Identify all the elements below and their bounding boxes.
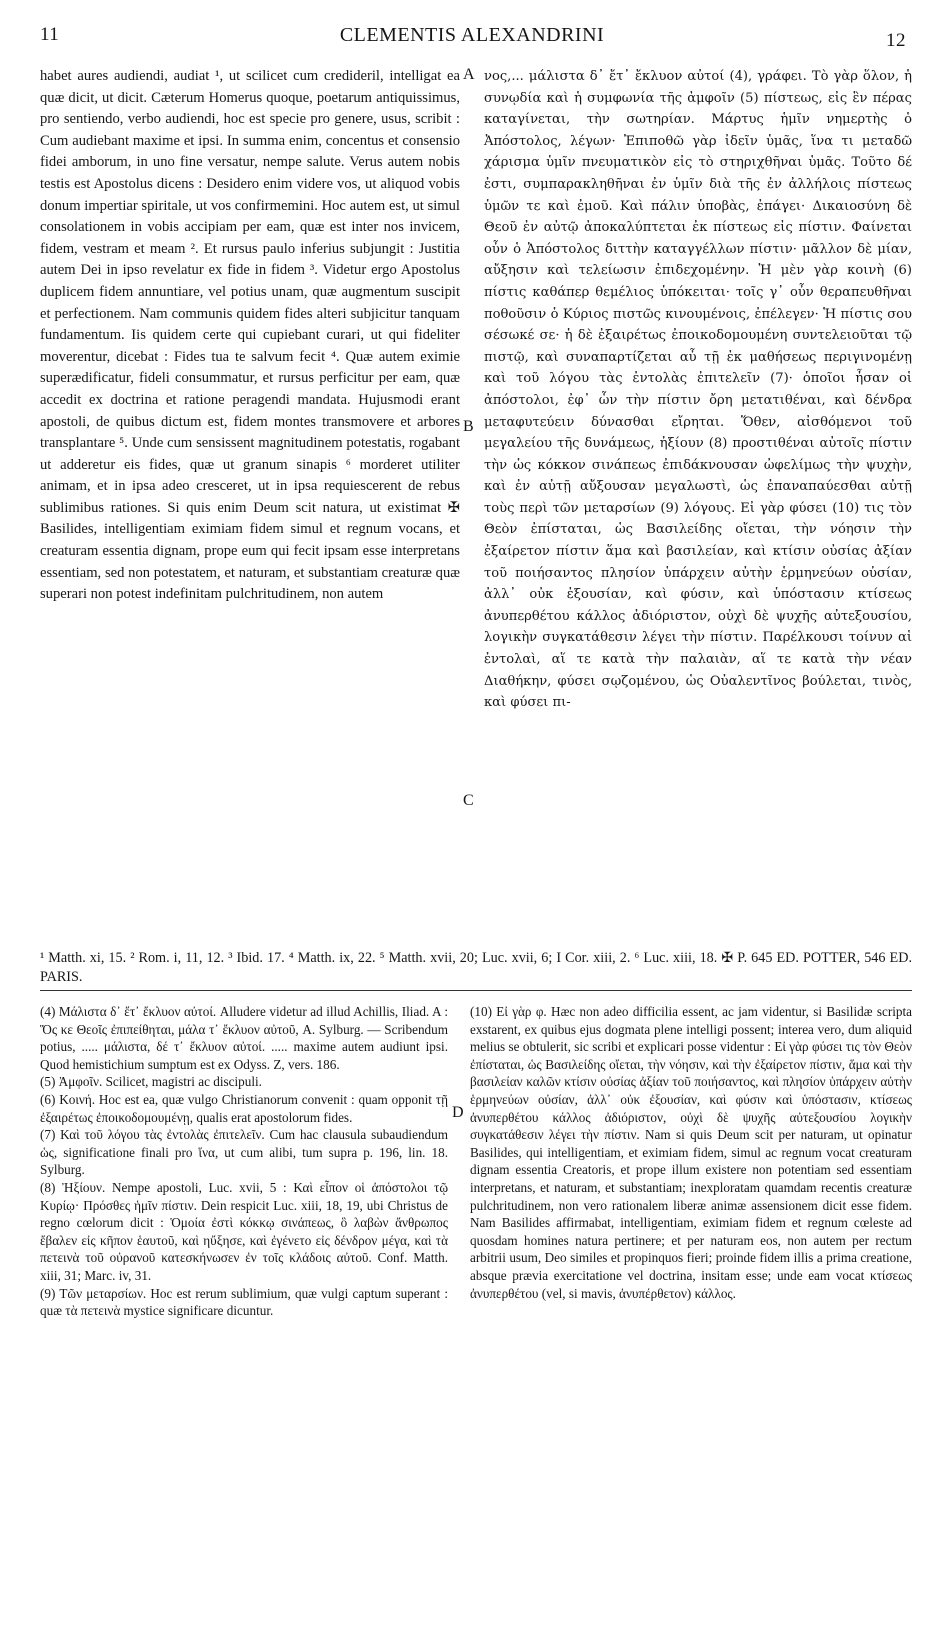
note-8: (8) Ἠξίουν. Nempe apostoli, Luc. xvii, 5 : Καὶ εἶπον οἱ ἀπόστολοι τῷ Κυρίῳ· Πρόσθες ἡμῖν πίστιν. Dein respicit Luc. xiii, 18, 19, ubi Christus de regno cœlorum dicit : Ὁμοία ἐστὶ κόκκῳ σινάπεως, ὃ λαβὼν ἄνθρωπος ἔβαλεν εἰς κῆπον ἑαυτοῦ, καὶ ηὔξησε, καὶ ἐγένετο εἰς δένδρον μέγα, καὶ τὰ πετεινὰ τοῦ οὐρανοῦ κατεσκήνωσεν ἐν τοῖς κλάδοις αὐτοῦ. Conf. Matth. xiii, 31; Marc. iv, 31.: [40, 1179, 448, 1283]
greek-text: νος,... μάλιστα δ᾽ ἔτ᾽ ἔκλυον αὐτοί (4), γράφει. Τὸ γὰρ ὅλον, ἡ συνῳδία καὶ ἡ συμφωνία τῆς ἀμφοῖν (5) πίστεως, εἰς ἓν πέρας καταγίνεται, τὴν σωτηρίαν. Μάρτυς ἡμῖν νημερτὴς ὁ Ἀπόστολος, λέγων· Ἐπιποθῶ γὰρ ἰδεῖν ὑμᾶς, ἵνα τι μεταδῶ χάρισμα ὑμῖν πνευματικὸν εἰς τὸ στηριχθῆναι ὑμᾶς. Τοῦτο δέ ἐστι, συμπαρακληθῆναι ἐν ὑμῖν διὰ τῆς ἐν ἀλλήλοις πίστεως ὑμῶν τε καὶ ἐμοῦ. Καὶ πάλιν ὑποβὰς, ἐπάγει· Δικαιοσύνη δὲ Θεοῦ ἐν αὐτῷ ἀποκαλύπτεται ἐκ πίστεως εἰς πίστιν. Φαίνεται οὖν ὁ Ἀπόστολος διττὴν καταγγέλλων πίστιν· μᾶλλον δὲ μίαν, αὔξησιν καὶ τελείωσιν ἐπιδεχομένην. Ἡ μὲν γὰρ κοινὴ (6) πίστις καθάπερ θεμέλιος ὑπόκειται· τοῖς γ᾽ οὖν θεραπευθῆναι ποθοῦσιν ὁ Κύριος πιστῶς κινουμένοις, ἐπέλεγεν· Ἡ πίστις σου σέσωκέ σε· ἡ δὲ ἐξαιρέτως ἐποικοδομουμένη συντελειοῦται τῷ πιστῷ, καὶ συναπαρτίζεται αὖ τῇ ἐκ μαθήσεως περιγινομένῃ καὶ τοῦ λόγου τὰς ἐντολὰς ἐπιτελεῖν (7)· ὁποῖοι ἦσαν οἱ ἀπόστολοι, ἐφ᾽ ὧν τὴν πίστιν ὄρη μετατιθέναι, καὶ δένδρα μεταφυτεύειν δύνασθαι εἴρηται. Ὅθεν, αἰσθόμενοι τοῦ μεγαλείου τῆς δυνάμεως, ἠξίουν (8) προστιθέναι αὐτοῖς πίστιν τὴν ὡς κόκκον σινάπεως ἐπιδάκνουσαν ὠφελίμως τὴν ψυχὴν, καὶ ἐν αὐτῇ αὔξουσαν μεγαλωστὶ, ὡς ἐπαναπαύεσθαι αὐτῇ τοὺς περὶ τῶν μεταρσίων (9) λόγους. Εἰ γὰρ φύσει (10) τις τὸν Θεὸν ἐπίσταται, ὡς Βασιλείδης οἴεται, τὴν νόησιν τὴν ἐξαίρετον πίστιν ἅμα καὶ βασιλείαν, καὶ κτίσιν οὐσίας ἀξίαν τοῦ ποιήσαντος πλησίον ὑπάρχειν αὐτὴν ἑρμηνεύων οὐσίαν, ἀλλ᾽ οὐκ ἐξουσίαν, καὶ φύσιν, καὶ ὑπόστασιν κτίσεως ἀνυπερθέτου κάλλος ἀδιόριστον, οὐχὶ δὲ ψυχῆς αὐτεξουσίου, λογικὴν συγκατάθεσιν λέγει τὴν πίστιν. Παρέλκουσι τοίνυν αἱ ἐντολαὶ, αἵ τε κατὰ τὴν παλαιὰν, αἵ τε κατὰ τὴν νέαν Διαθήκην, φύσει σῳζομένου, ὡς Οὐαλεντῖνος βούλεται, τινὸς, καὶ φύσει πι-: [484, 69, 912, 711]
section-marker-a: A: [463, 66, 475, 83]
note-4: (4) Μάλιστα δ᾽ ἔτ᾽ ἔκλυον αὐτοί. Alludere videtur ad illud Achillis, Iliad. A : Ὅς κε Θεοῖς ἐπιπείθηται, μάλα τ᾽ ἔκλυον αὐτοῦ, A. Sylburg. — Scribendum potius, ..... μάλιστα, δέ τ᾽ ἔκλυον αὐτοί. ..... maxime autem audiunt ipsi. Quod hemistichium sumptum est ex Odyss. Z, vers. 186.: [40, 1004, 448, 1072]
latin-text: habet aures audiendi, audiat ¹, ut scilicet cum credideril, intelligat ea quæ dicit, ut dicit. Cæterum Homerus quoque, poetarum antiquissimus, pro sentiendo, verbo audiendi, hoc est specie pro genere, usus, scribit : Cum audiebant maxime et ipsi. In summa enim, concentus et consensio fidei amborum, in uno fine versatur, nempe salute. Verus autem nobis testis est Apostolus dicens : Desidero enim videre vos, ut aliquod vobis donum impertiar spiritale, ut vos confirmemini. Hoc autem est, ut simul consolationem in vobis accipiam per eam, quæ est inter nos invicem, fidem, vestram et meam ². Et rursus paulo inferius subjungit : Justitia autem Dei in ipso revelatur ex fide in fidem ³. Videtur ergo Apostolus duplicem fidem annuntiare, vel potius unam, quæ augmentum suscipit et perfectionem. Nam communis quidem fides alteri subjicitur tanquam fundamentum. Iis quidem certe qui cupiebant curari, ut qui fideliter moverentur, dicebat : Fides tua te salvum fecit ⁴. Quæ autem eximie superædificatur, fideli consummatur, et rursus perficitur per eam, quæ accedit ex doctrina et ratione peragendi mandata. Hujusmodi erant apostoli, de quibus dictum est, fidem montes transmovere et arbores transplantare ⁵. Unde cum sensissent magnitudinem potestatis, rogabant ut adderetur eis fides, quæ ut granum sinapis ⁶ morderet utiliter animam, et in ipsa adeo cresceret, ut in ipsa requiescerent de rebus sublimibus rationes. Si quis enim Deum scit natura, ut existimat ✠ Basilides, intelligentiam eximiam fidem simul et regnum vocans, et creaturam essentia dignam, prope eum qui fecit ipsam esse interpretans essentiam, sed non potestatem, et naturam, et substantiam creaturæ quæ superari non potest indefinitam pulchritudinem, non autem: [40, 68, 460, 603]
references-text: ¹ Matth. xi, 15. ² Rom. i, 11, 12. ³ Ibid. 17. ⁴ Matth. ix, 22. ⁵ Matth. xvii, 20; Luc. xvii, 6; I Cor. xiii, 2. ⁶ Luc. xiii, 18. ✠ P. 645 ED. POTTER, 546 ED. PARIS.: [40, 950, 912, 985]
notes-left-column: [40, 1003, 448, 1320]
footnote-divider: [40, 990, 912, 991]
page-header: [0, 20, 944, 50]
section-marker-d: D: [452, 1104, 464, 1121]
section-marker-b: B: [463, 418, 474, 435]
note-5: (5) Ἀμφοῖν. Scilicet, magistri ac discipuli.: [40, 1074, 262, 1090]
notes-right-column: [470, 1003, 912, 1302]
note-7: (7) Καὶ τοῦ λόγου τὰς ἐντολὰς ἐπιτελεῖν. Cum hac clausula subaudiendum ὡς, significatione finali pro ἵνα, ut cum alibi, tum supra p. 196, lin. 18. Sylburg.: [40, 1127, 448, 1178]
running-title: CLEMENTIS ALEXANDRINI: [339, 24, 605, 46]
latin-column: [40, 66, 460, 606]
page-number-left: 11: [40, 24, 60, 45]
scripture-references: [40, 949, 912, 987]
note-10: (10) Εἰ γὰρ φ. Hæc non adeo difficilia essent, ac jam videntur, si Basilidæ scripta exstarent, ex quibus ejus dogmata plene intelligi possent; interea vero, dum aliquid melius se obtulerit, sic scribi et explicari posse videntur : Εἰ γὰρ φύσει τις τὸν Θεὸν ἐπίσταται, ὡς Βασιλείδης οἴεται, τὴν νόησιν, καὶ τὴν ἐξαίρετον πίστιν, ἅμα καὶ τὴν βασιλείαν καλῶν κτίσιν οὐσίας ἀξίαν τοῦ ποιήσαντος, καὶ πλησίον ὑπάρχειν αὐτὴν ἑρμηνεύων οὐσίαν, ἀλλ᾽ οὐκ ἐξουσίαν, καὶ φύσιν καὶ ὑπόστασιν, κτίσεως ἀνυπερθέτου κάλλος ἀδιόριστον, οὐχὶ δὲ ψυχῆς αὐτεξουσίου λογικὴν συγκατάθεσιν λέγει τὴν πίστιν. Nam si quis Deum scit per naturam, ut opinatur Basilides, qui intelligentiam, et eximiam fidem, simul ac regnum vocat creaturam dignam essentia Creatoris, et prope illum existere non potentiam sed essentiam interpretans, et naturam, et substantiam; inexploratam quamdam recentis creaturæ pulchritudinem, non vero rationalem liberæ animæ assensionem dicit esse fidem. Nam Basilides affirmabat, intelligentiam, eximiam fidem et regnum cœleste ad quosdam homines natura pertinere; et per naturam eos, non autem per rectum arbitrii usum, Deo similes et propinquos fieri; proinde fidem illis a prima creatione, absque prævia exercitatione vel doctrina, insitam esse; unde eam vocat κτίσεως ἀνυπερθέτου (vel, si mavis, ἀνυπέρθετον) κάλλος.: [470, 1004, 912, 1301]
note-6: (6) Κοινή. Hoc est ea, quæ vulgo Christianorum convenit : quam opponit τῇ ἐξαιρέτως ἐποικοδομουμένῃ, qualis erat apostolorum fides.: [40, 1091, 448, 1125]
greek-column: [484, 66, 912, 714]
section-marker-c: C: [463, 792, 474, 809]
note-9: (9) Τῶν μεταρσίων. Hoc est rerum sublimium, quæ vulgi captum superant : quæ τὰ πετεινὰ mystice significare dicuntur.: [40, 1285, 448, 1319]
page-number-right: 12: [886, 30, 906, 51]
